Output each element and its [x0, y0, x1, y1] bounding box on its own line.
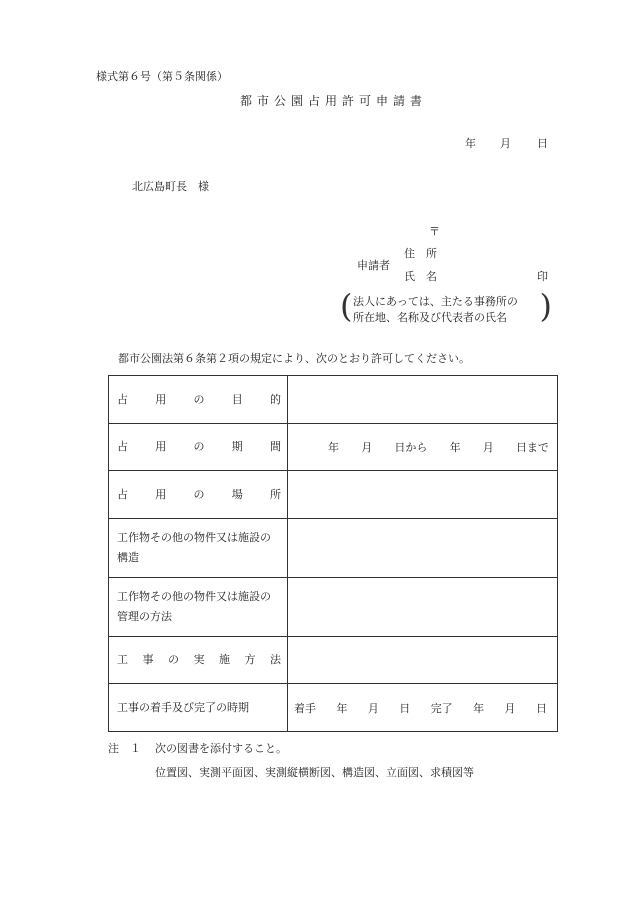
purpose-label-char: 目 [231, 392, 243, 406]
note-documents: 位置図、実測平面図、実測縦横断図、構造図、立面図、求積図等 [155, 766, 474, 779]
close-paren: ) [539, 287, 552, 325]
statement: 都市公園法第６条第２項の規定により、次のとおり許可してください。 [118, 352, 470, 365]
row-purpose [109, 376, 558, 424]
management-field[interactable] [288, 578, 558, 637]
period-end-month: 月 [482, 441, 494, 454]
period-label [109, 424, 288, 471]
structure-field[interactable] [288, 519, 558, 578]
method-label-char: 事 [142, 653, 154, 666]
location-label-char: 用 [155, 487, 167, 501]
date-day: 日 [537, 137, 548, 150]
location-label [109, 471, 288, 519]
period-label-char: 占 [117, 440, 128, 453]
period-field[interactable] [288, 424, 558, 471]
row-period [109, 424, 558, 471]
purpose-label [109, 376, 288, 424]
corporation-note-line-2: 所在地、名称及び代表者の氏名 [353, 311, 507, 324]
period-start-day: 日から [394, 441, 428, 454]
period-end-day: 日まで [515, 441, 549, 454]
method-label-char: 方 [244, 653, 256, 666]
period-start-month: 月 [361, 441, 373, 454]
row-structure [109, 519, 558, 578]
purpose-field[interactable] [288, 376, 558, 424]
period-label-char: 期 [231, 440, 243, 453]
period-end-year: 年 [449, 441, 461, 454]
timing-start-month: 月 [367, 701, 379, 715]
row-timing [109, 684, 558, 732]
method-label-char: 施 [219, 653, 230, 666]
seal-mark: 印 [537, 270, 548, 283]
addressee: 北広島町長 様 [132, 180, 209, 193]
open-paren: ( [340, 287, 353, 325]
name-label: 氏 名 [404, 270, 437, 283]
timing-end-label: 完了 [430, 701, 453, 715]
address-label: 住 所 [404, 247, 437, 260]
timing-start-label: 着手 [294, 701, 316, 715]
structure-label: 工作物その他の物件又は施設の構造 [109, 519, 288, 578]
location-label-char: 場 [231, 487, 243, 501]
row-method [109, 637, 558, 684]
timing-end-month: 月 [504, 701, 516, 715]
period-label-char: 間 [270, 440, 281, 453]
date-month: 月 [500, 137, 511, 150]
timing-field[interactable] [288, 684, 558, 732]
period-label-char: 用 [155, 440, 167, 453]
corporation-note-line-1: 法人にあっては、主たる事務所の [353, 295, 518, 308]
corporation-note [340, 287, 552, 327]
location-field[interactable] [288, 471, 558, 519]
timing-start-year: 年 [336, 701, 348, 715]
timing-label: 工事の着手及び完了の時期 [109, 684, 288, 732]
purpose-label-char: 的 [270, 392, 281, 406]
form-number: 様式第６号（第５条関係） [96, 70, 228, 83]
postal-mark: 〒 [429, 225, 440, 238]
timing-start-day: 日 [399, 701, 411, 715]
method-label-char: 実 [193, 653, 205, 666]
row-management [109, 578, 558, 637]
period-start-year: 年 [328, 441, 339, 454]
method-label-char: の [168, 653, 179, 666]
application-table [108, 375, 558, 732]
method-label [109, 637, 288, 684]
note-number: １ [130, 742, 141, 755]
method-label-char: 工 [117, 653, 128, 666]
location-label-char: の [193, 487, 205, 501]
location-label-char: 占 [117, 487, 128, 501]
row-location [109, 471, 558, 519]
purpose-label-char: 用 [155, 392, 167, 406]
note-text: 次の図書を添付すること。 [155, 742, 287, 755]
note-prefix: 注 [108, 742, 119, 755]
timing-end-year: 年 [473, 701, 485, 715]
purpose-label-char: の [193, 392, 205, 406]
timing-end-day: 日 [535, 701, 547, 715]
purpose-label-char: 占 [117, 392, 128, 406]
method-label-char: 法 [270, 653, 281, 666]
method-field[interactable] [288, 637, 558, 684]
date-year: 年 [465, 137, 476, 150]
applicant-label: 申請者 [357, 259, 390, 272]
form-title: 都市公園占用許可申請書 [240, 94, 428, 108]
management-label: 工作物その他の物件又は施設の管理の方法 [109, 578, 288, 637]
period-label-char: の [193, 440, 205, 453]
location-label-char: 所 [270, 487, 281, 501]
